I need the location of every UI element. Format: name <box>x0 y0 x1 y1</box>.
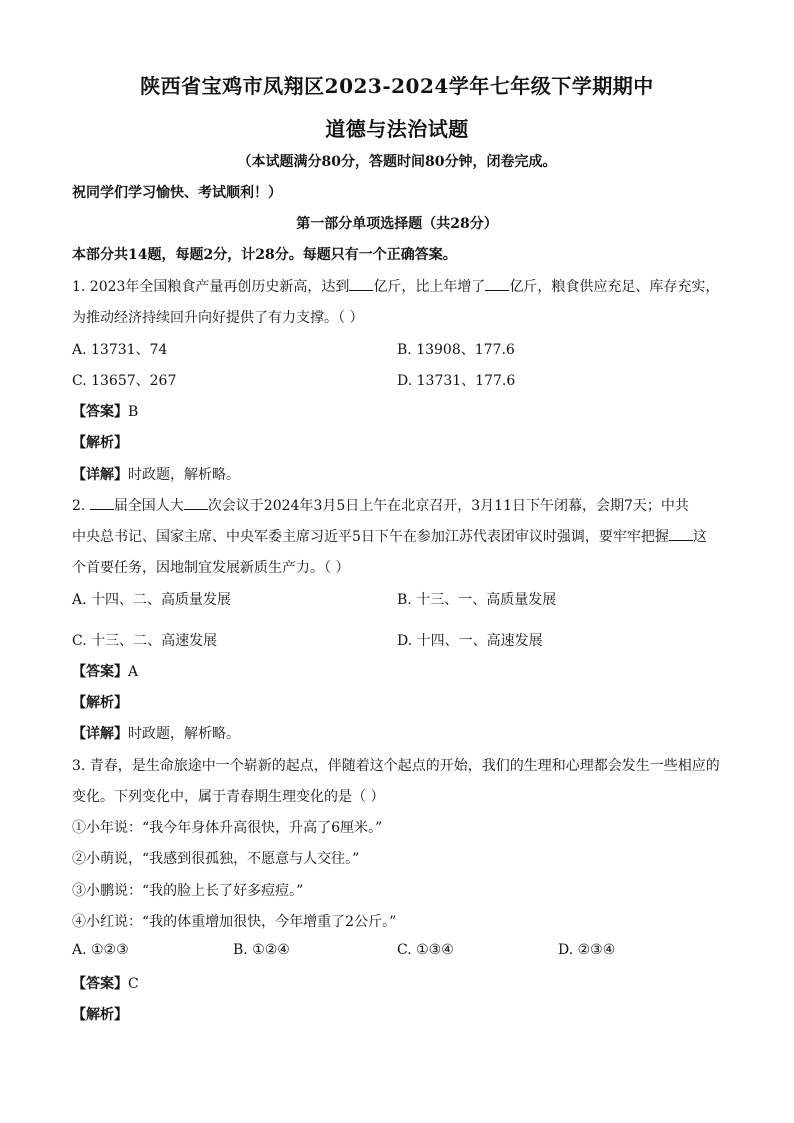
exam-title: 陕西省宝鸡市凤翔区2023-2024学年七年级下学期期中 <box>140 74 654 98</box>
q3-statement-2: ②小萌说，“我感到很孤独，不愿意与人交往。” <box>72 851 360 867</box>
q3-analysis-label: 【解析】 <box>72 1007 128 1023</box>
q2-detail: 【详解】时政题，解析略。 <box>72 726 240 742</box>
q1-option-c: C. 13657、267 <box>72 373 177 389</box>
exam-subtitle: 道德与法治试题 <box>325 117 469 141</box>
q3-statement-3: ③小鹏说：“我的脸上长了好多痘痘。” <box>72 883 304 899</box>
fill-blank <box>184 497 208 510</box>
q3-answer: 【答案】C <box>72 976 139 992</box>
fill-blank <box>669 528 693 541</box>
q2-analysis-label: 【解析】 <box>72 695 128 711</box>
q1-option-d: D. 13731、177.6 <box>397 373 516 389</box>
q2-stem-line1: 2. 届全国人大 次会议于2024年3月5日上午在北京召开，3月11日下午闭幕，会期7天；中共 <box>72 498 689 514</box>
q3-option-b: B. ①②④ <box>233 942 290 958</box>
q1-stem-line1: 1. 2023年全国粮食产量再创历史新高，达到 亿斤，比上年增了 亿斤，粮食供应充足、库存充实， <box>72 279 720 295</box>
fill-blank <box>485 278 509 291</box>
section-instructions: 本部分共14题，每题2分，计28分。每题只有一个正确答案。 <box>72 247 457 263</box>
q3-option-d: D. ②③④ <box>558 942 616 958</box>
q1-detail: 【详解】时政题，解析略。 <box>72 467 240 483</box>
exam-wish: 祝同学们学习愉快、考试顺利！） <box>72 185 282 201</box>
q1-option-a: A. 13731、74 <box>72 342 168 358</box>
q2-option-d: D. 十四、一、高速发展 <box>397 633 543 649</box>
q2-option-a: A. 十四、二、高质量发展 <box>72 592 232 608</box>
q2-option-b: B. 十三、一、高质量发展 <box>397 592 557 608</box>
q1-answer: 【答案】B <box>72 404 139 420</box>
q3-statement-1: ①小年说：“我今年身体升高很快，升高了6厘米。” <box>72 820 383 836</box>
q1-stem-line2: 为推动经济持续回升向好提供了有力支撑。（ ） <box>72 310 364 326</box>
fill-blank <box>90 497 114 510</box>
exam-note: （本试题满分80分，答题时间80分钟，闭卷完成。 <box>237 154 557 170</box>
q3-option-a: A. ①②③ <box>72 942 129 958</box>
q1-analysis-label: 【解析】 <box>72 435 128 451</box>
section-heading: 第一部分单项选择题（共28分） <box>296 216 498 232</box>
q2-option-c: C. 十三、二、高速发展 <box>72 633 218 649</box>
q3-statement-4: ④小红说：“我的体重增加很快，今年增重了2公斤。” <box>72 914 397 930</box>
q3-stem-line1: 3. 青春，是生命旅途中一个崭新的起点，伴随着这个起点的开始，我们的生理和心理都会发生一些相应的 <box>72 758 720 774</box>
q2-answer: 【答案】A <box>72 664 139 680</box>
q3-option-c: C. ①③④ <box>397 942 454 958</box>
q2-stem-line2: 中央总书记、国家主席、中央军委主席习近平5日下午在参加江苏代表团审议时强调，要牢牢把握 这 <box>72 529 707 545</box>
q1-option-b: B. 13908、177.6 <box>397 342 515 358</box>
fill-blank <box>349 278 373 291</box>
q3-stem-line2: 变化。下列变化中，属于青春期生理变化的是（ ） <box>72 789 385 805</box>
q2-stem-line3: 个首要任务，因地制宜发展新质生产力。（ ） <box>72 560 350 576</box>
